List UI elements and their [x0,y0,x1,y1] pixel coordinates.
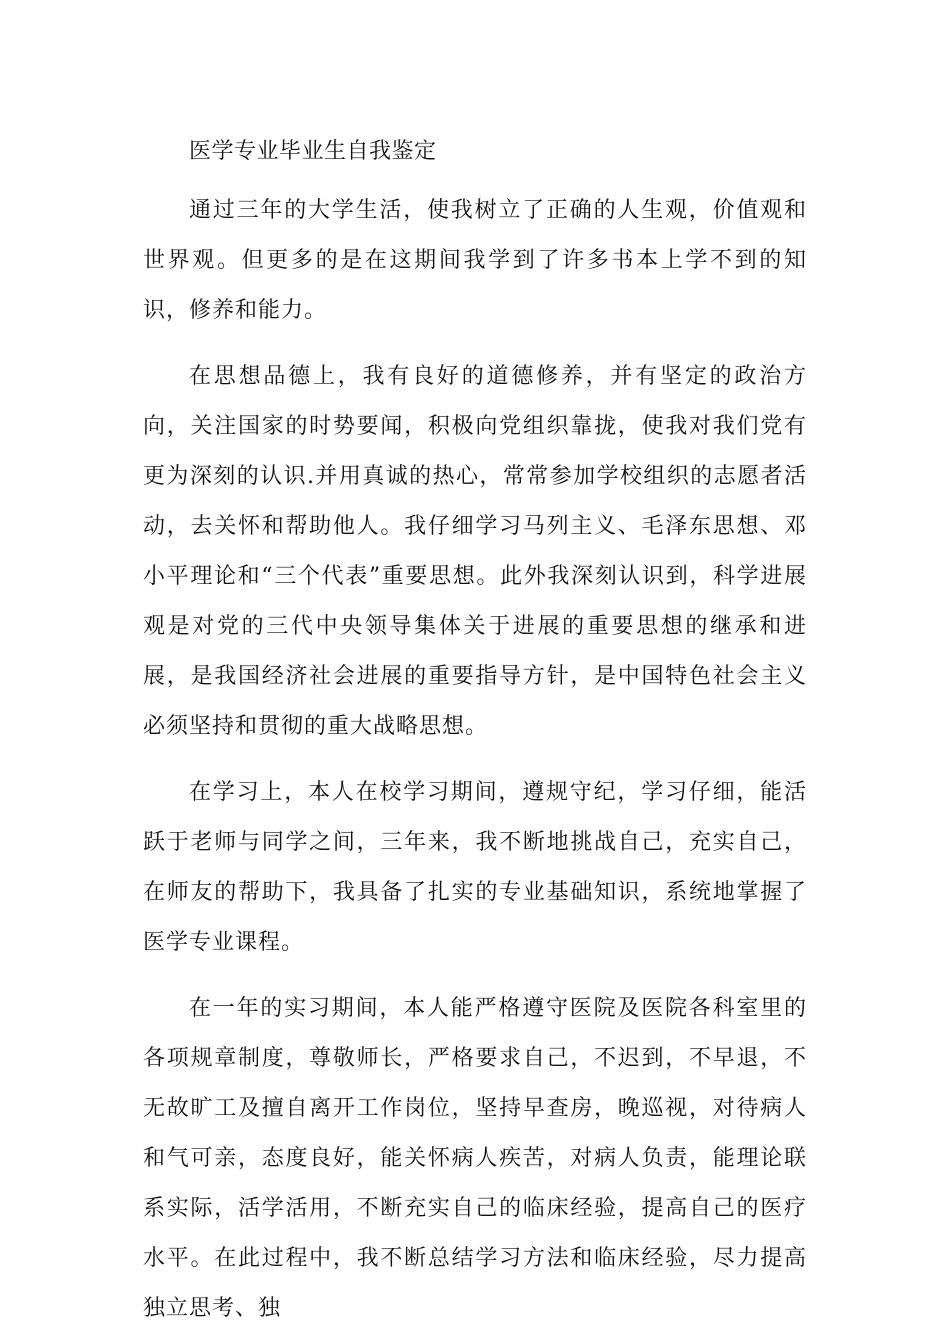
document-title: 医学专业毕业生自我鉴定 [189,139,437,164]
paragraph-intro: 通过三年的大学生活，使我树立了正确的人生观，价值观和世界观。但更多的是在这期间我学到了许多书本上学不到的知识，修养和能力。 [143,198,807,323]
paragraph-internship: 在一年的实习期间，本人能严格遵守医院及医院各科室里的各项规章制度，尊敬师长，严格要求自己，不迟到，不早退，不无故旷工及擅自离开工作岗位，坚持早查房，晚巡视，对待病人和气可亲，态度良好，能关怀病人疾苦，对病人负责，能理论联系实际，活学活用，不断充实自己的临床经验，提高自己的医疗水平。在此过程中，我不断总结学习方法和临床经验，尽力提高独立思考、独 [143,996,807,1321]
paragraph-study: 在学习上，本人在校学习期间，遵规守纪，学习仔细，能活跃于老师与同学之间，三年来，我不断地挑战自己，充实自己，在师友的帮助下，我具备了扎实的专业基础知识，系统地掌握了医学专业课程。 [143,780,807,955]
document-body [143,130,807,1334]
paragraph-ideology: 在思想品德上，我有良好的道德修养，并有坚定的政治方向，关注国家的时势要闻，积极向党组织靠拢，使我对我们党有更为深刻的认识.并用真诚的热心，常常参加学校组织的志愿者活动，去关怀和帮助他人。我仔细学习马列主义、毛泽东思想、邓小平理论和“三个代表”重要思想。此外我深刻认识到，科学进展观是对党的三代中央领导集体关于进展的重要思想的继承和进展，是我国经济社会进展的重要指导方针，是中国特色社会主义必须坚持和贯彻的重大战略思想。 [143,364,807,739]
